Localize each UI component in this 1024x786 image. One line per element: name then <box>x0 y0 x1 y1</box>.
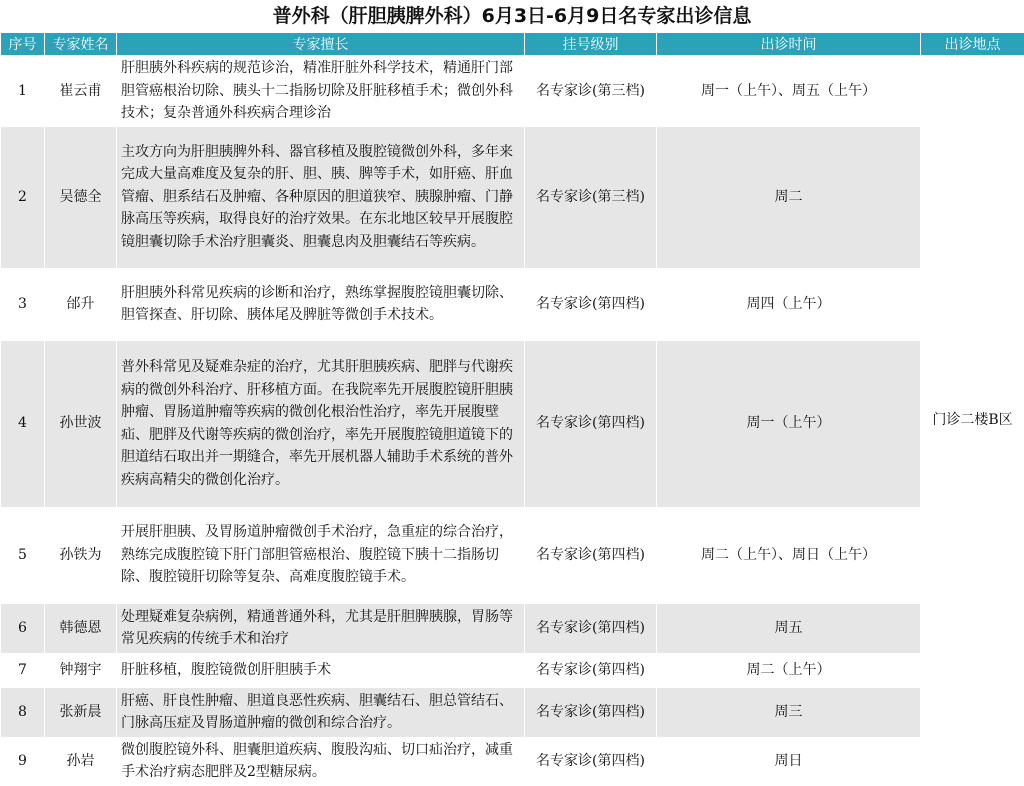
table-row <box>1 507 1024 603</box>
row-time: 周一（上午）、周五（上午） <box>657 56 921 127</box>
row-name: 崔云甫 <box>45 56 117 127</box>
row-expertise: 肝胆胰外科疾病的规范诊治，精准肝脏外科学技术，精通肝门部胆管癌根治切除、胰头十二指肠切除及肝脏移植手术；微创外科技术；复杂普通外科疾病合理诊治 <box>117 56 525 127</box>
header-time: 出诊时间 <box>657 33 921 56</box>
row-name: 孙世波 <box>45 340 117 507</box>
row-time: 周一（上午） <box>657 340 921 507</box>
row-no: 3 <box>1 268 45 340</box>
table-row <box>1 268 1024 340</box>
row-name: 孙铁为 <box>45 507 117 603</box>
table-row <box>1 340 1024 507</box>
row-no: 1 <box>1 56 45 127</box>
row-no: 2 <box>1 126 45 268</box>
row-no: 8 <box>1 687 45 737</box>
row-level: 名专家诊(第四档) <box>525 268 657 340</box>
row-expertise: 处理疑难复杂病例，精通普通外科，尤其是肝胆脾胰腺，胃肠等常见疾病的传统手术和治疗 <box>117 603 525 653</box>
row-expertise: 肝癌、肝良性肿瘤、胆道良恶性疾病、胆囊结石、胆总管结石、门脉高压症及胃肠道肿瘤的微创和综合治疗。 <box>117 687 525 737</box>
header-expertise: 专家擅长 <box>117 33 525 56</box>
row-level: 名专家诊(第三档) <box>525 56 657 127</box>
row-level: 名专家诊(第四档) <box>525 687 657 737</box>
row-name: 张新晨 <box>45 687 117 737</box>
row-expertise: 微创腹腔镜外科、胆囊胆道疾病、腹股沟疝、切口疝治疗，减重手术治疗病态肥胖及2型糖尿病。 <box>117 737 525 785</box>
row-time: 周日 <box>657 737 921 785</box>
table-row <box>1 687 1024 737</box>
header-name: 专家姓名 <box>45 33 117 56</box>
row-name: 吴德全 <box>45 126 117 268</box>
location-cell: 门诊二楼B区 <box>921 56 1024 786</box>
row-time: 周五 <box>657 603 921 653</box>
header-no: 序号 <box>1 33 45 56</box>
row-expertise: 肝胆胰外科常见疾病的诊断和治疗，熟练掌握腹腔镜胆囊切除、胆管探查、肝切除、胰体尾及脾脏等微创手术技术。 <box>117 268 525 340</box>
row-no: 7 <box>1 653 45 687</box>
table-row <box>1 603 1024 653</box>
row-no: 9 <box>1 737 45 785</box>
row-time: 周二（上午） <box>657 653 921 687</box>
row-level: 名专家诊(第三档) <box>525 126 657 268</box>
row-no: 5 <box>1 507 45 603</box>
row-name: 钟翔宇 <box>45 653 117 687</box>
row-no: 6 <box>1 603 45 653</box>
table-row <box>1 126 1024 268</box>
row-level: 名专家诊(第四档) <box>525 653 657 687</box>
row-level: 名专家诊(第四档) <box>525 737 657 785</box>
row-level: 名专家诊(第四档) <box>525 603 657 653</box>
table-header-row <box>1 33 1024 56</box>
row-name: 邰升 <box>45 268 117 340</box>
row-expertise: 普外科常见及疑难杂症的治疗，尤其肝胆胰疾病、肥胖与代谢疾病的微创外科治疗、肝移植方面。在我院率先开展腹腔镜肝胆胰肿瘤、胃肠道肿瘤等疾病的微创化根治性治疗，率先开展腹壁疝、肥胖及代谢等疾病的微创治疗，率先开展腹腔镜胆道镜下的胆道结石取出并一期缝合，率先开展机器人辅助手术系统的普外疾病高精尖的微创化治疗。 <box>117 340 525 507</box>
expert-schedule-table <box>0 32 1024 786</box>
table-row <box>1 737 1024 785</box>
row-level: 名专家诊(第四档) <box>525 507 657 603</box>
row-time: 周二（上午）、周日（上午） <box>657 507 921 603</box>
row-time: 周三 <box>657 687 921 737</box>
header-level: 挂号级别 <box>525 33 657 56</box>
row-name: 韩德恩 <box>45 603 117 653</box>
row-expertise: 主攻方向为肝胆胰脾外科、器官移植及腹腔镜微创外科，多年来完成大量高难度及复杂的肝、胆、胰、脾等手术，如肝癌、肝血管瘤、胆系结石及肿瘤、各种原因的胆道狭窄、胰腺肿瘤、门静脉高压等疾病，取得良好的治疗效果。在东北地区较早开展腹腔镜胆囊切除手术治疗胆囊炎、胆囊息肉及胆囊结石等疾病。 <box>117 126 525 268</box>
page-title: 普外科（肝胆胰脾外科）6月3日-6月9日名专家出诊信息 <box>0 0 1024 32</box>
row-name: 孙岩 <box>45 737 117 785</box>
row-level: 名专家诊(第四档) <box>525 340 657 507</box>
header-location: 出诊地点 <box>921 33 1024 56</box>
row-time: 周四（上午） <box>657 268 921 340</box>
table-row <box>1 653 1024 687</box>
row-time: 周二 <box>657 126 921 268</box>
row-expertise: 肝脏移植，腹腔镜微创肝胆胰手术 <box>117 653 525 687</box>
row-no: 4 <box>1 340 45 507</box>
row-expertise: 开展肝胆胰、及胃肠道肿瘤微创手术治疗，急重症的综合治疗，熟练完成腹腔镜下肝门部胆管癌根治、腹腔镜下胰十二指肠切除、腹腔镜肝切除等复杂、高难度腹腔镜手术。 <box>117 507 525 603</box>
table-row <box>1 56 1024 127</box>
